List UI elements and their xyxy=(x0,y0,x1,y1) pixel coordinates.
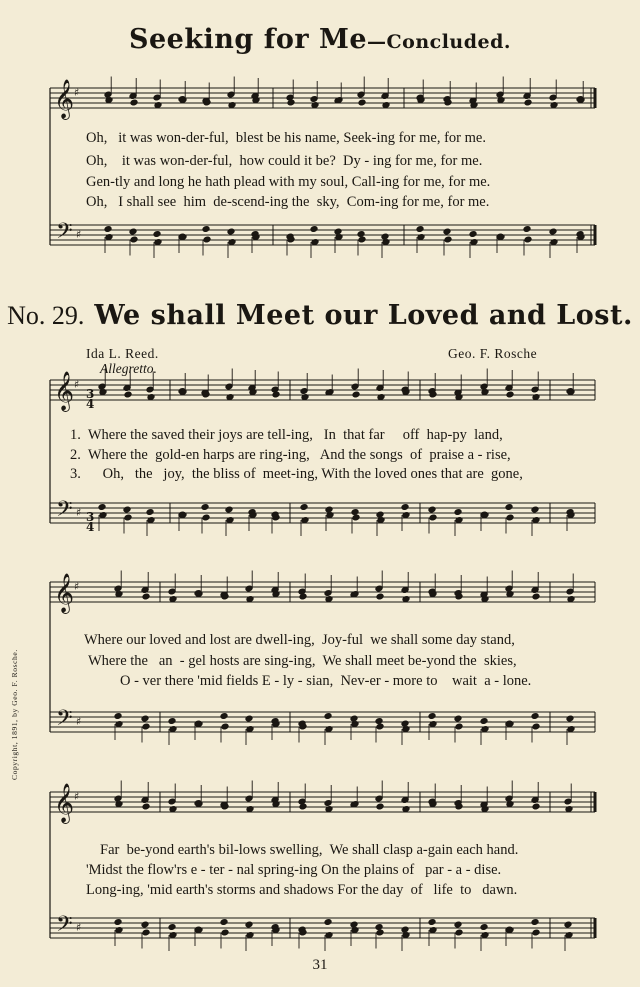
notehead xyxy=(324,590,332,597)
composer-credit: Geo. F. Rosche xyxy=(448,346,538,361)
clef-sign: 𝄞 xyxy=(54,573,75,613)
notehead xyxy=(146,386,154,393)
notehead xyxy=(352,514,360,521)
notehead xyxy=(168,798,176,805)
notehead xyxy=(524,236,532,243)
notehead xyxy=(505,585,513,592)
notehead xyxy=(129,228,137,235)
tempo-marking: Allegretto. xyxy=(100,361,157,376)
notehead xyxy=(245,795,253,802)
key-sharp: ♯ xyxy=(76,228,82,241)
notehead xyxy=(114,919,122,926)
copyright-notice: Copyright, 1891, by Geo. F. Rosche. xyxy=(10,649,19,780)
notehead xyxy=(168,588,176,595)
notehead xyxy=(245,715,253,722)
notehead xyxy=(376,929,384,936)
notehead xyxy=(202,514,210,521)
notehead xyxy=(564,798,572,805)
notehead xyxy=(324,713,332,720)
notehead xyxy=(480,718,488,725)
notehead xyxy=(225,383,233,390)
notehead xyxy=(220,713,228,720)
notehead xyxy=(221,723,229,730)
notehead xyxy=(203,236,211,243)
notehead xyxy=(124,391,132,398)
notehead xyxy=(428,506,436,513)
notehead xyxy=(123,506,131,513)
notehead xyxy=(202,226,210,233)
notehead xyxy=(566,588,574,595)
notehead xyxy=(300,388,308,395)
notehead xyxy=(428,919,436,926)
page-number: 31 xyxy=(312,957,328,973)
notehead xyxy=(141,921,149,928)
notehead xyxy=(480,924,488,931)
notehead xyxy=(376,593,384,600)
notehead xyxy=(310,96,318,103)
notehead xyxy=(245,585,253,592)
notehead xyxy=(566,715,574,722)
key-sharp: ♯ xyxy=(74,378,80,391)
clef-sign: 𝄢 xyxy=(56,912,73,942)
notehead xyxy=(358,99,366,106)
notehead xyxy=(98,504,106,511)
notehead xyxy=(532,803,540,810)
notehead xyxy=(225,506,233,513)
clef-sign: 𝄞 xyxy=(54,371,75,411)
notehead xyxy=(531,506,539,513)
notehead xyxy=(104,91,112,98)
notehead xyxy=(358,236,366,243)
time-signature: 3 xyxy=(86,387,95,401)
notehead xyxy=(142,723,150,730)
verse-line: Oh, it was won-der-ful, blest be his name, Seek-ing for me, for me. xyxy=(86,130,486,146)
clef-sign: 𝄞 xyxy=(54,783,75,823)
hymn-title-continued: Seeking for Me xyxy=(128,24,368,55)
notehead xyxy=(531,919,539,926)
notehead xyxy=(401,720,409,727)
notehead xyxy=(401,504,409,511)
notehead xyxy=(334,228,342,235)
notehead xyxy=(381,233,389,240)
notehead xyxy=(454,715,462,722)
notehead xyxy=(114,585,122,592)
notehead xyxy=(114,713,122,720)
verse-line: Oh, I shall see him de-scend-ing the sky, Com-ing for me, for me. xyxy=(86,194,490,210)
notehead xyxy=(325,506,333,513)
concluded-label: —Concluded. xyxy=(367,31,512,53)
notehead xyxy=(375,795,383,802)
verse-line: 3. Oh, the joy, the bliss of meet-ing, With the loved ones that are gone, xyxy=(70,466,523,482)
notehead xyxy=(114,795,122,802)
notehead xyxy=(454,509,462,516)
verse-line: 1. Where the saved their joys are tell-ing, In that far off hap-py land, xyxy=(70,427,503,443)
clef-sign: 𝄢 xyxy=(56,497,73,527)
verse-line: Long-ing, 'mid earth's storms and shadows For the day of life to dawn. xyxy=(86,882,518,898)
notehead xyxy=(142,803,150,810)
notehead xyxy=(531,386,539,393)
notehead xyxy=(168,718,176,725)
key-sharp: ♯ xyxy=(76,506,82,519)
notehead xyxy=(531,713,539,720)
notehead xyxy=(549,94,557,101)
notehead xyxy=(357,231,365,238)
time-signature: 4 xyxy=(86,520,95,534)
key-sharp: ♯ xyxy=(74,86,80,99)
notehead xyxy=(505,504,513,511)
notehead xyxy=(142,593,150,600)
notehead xyxy=(324,800,332,807)
notehead xyxy=(146,509,154,516)
notehead xyxy=(142,929,150,936)
notehead xyxy=(532,723,540,730)
verse-line: 2. Where the gold-en harps are ring-ing, And the songs of praise a - rise, xyxy=(70,447,511,463)
notehead xyxy=(505,795,513,802)
verse-line: Where the an - gel hosts are sing-ing, We shall meet be-yond the skies, xyxy=(88,653,517,669)
notehead xyxy=(564,921,572,928)
notehead xyxy=(130,236,138,243)
key-sharp: ♯ xyxy=(74,580,80,593)
time-signature: 3 xyxy=(86,510,95,524)
verse-line: 'Midst the flow'rs e - ter - nal spring-ing On the plains of par - a - dise. xyxy=(86,862,502,878)
notehead xyxy=(376,723,384,730)
notehead xyxy=(480,383,488,390)
notehead xyxy=(401,926,409,933)
notehead xyxy=(221,929,229,936)
notehead xyxy=(227,228,235,235)
notehead xyxy=(549,228,557,235)
verse-line: Gen-tly and long he hath plead with my soul, Call-ing for me, for me. xyxy=(86,174,491,190)
verse-line: Oh, it was won-der-ful, how could it be? Dy - ing for me, for me. xyxy=(86,153,483,169)
notehead xyxy=(532,593,540,600)
notehead xyxy=(455,723,463,730)
notehead xyxy=(532,929,540,936)
verse-line: Far be-yond earth's bil-lows swelling, We shall clasp a-gain each hand. xyxy=(100,842,519,858)
notehead xyxy=(454,921,462,928)
key-sharp: ♯ xyxy=(76,715,82,728)
notehead xyxy=(141,715,149,722)
clef-sign: 𝄢 xyxy=(56,706,73,736)
notehead xyxy=(416,226,424,233)
verse-line: O - ver there 'mid fields E - ly - sian, Nev-er - more to wait a - lone. xyxy=(120,673,532,689)
notehead xyxy=(376,803,384,810)
notehead xyxy=(428,713,436,720)
notehead xyxy=(506,391,514,398)
notehead xyxy=(104,226,112,233)
notehead xyxy=(324,919,332,926)
lyricist-credit: Ida L. Reed. xyxy=(86,346,159,361)
verse-line: Where our loved and lost are dwell-ing, Joy-ful we shall some day stand, xyxy=(84,632,515,648)
notehead xyxy=(455,929,463,936)
notehead xyxy=(350,715,358,722)
notehead xyxy=(350,921,358,928)
notehead xyxy=(153,94,161,101)
notehead xyxy=(524,99,532,106)
notehead xyxy=(352,391,360,398)
notehead xyxy=(351,383,359,390)
notehead xyxy=(443,228,451,235)
hymn-title: We shall Meet our Loved and Lost. xyxy=(94,300,633,331)
clef-sign: 𝄢 xyxy=(56,219,73,249)
notehead xyxy=(357,91,365,98)
hymn-number: No. 29. xyxy=(7,301,85,330)
notehead xyxy=(375,585,383,592)
notehead xyxy=(245,921,253,928)
clef-sign: 𝄞 xyxy=(54,79,75,119)
key-sharp: ♯ xyxy=(76,921,82,934)
notehead xyxy=(310,226,318,233)
key-sharp: ♯ xyxy=(74,790,80,803)
notehead xyxy=(98,383,106,390)
notehead xyxy=(227,91,235,98)
notehead xyxy=(469,231,477,238)
notehead xyxy=(375,718,383,725)
notehead xyxy=(351,509,359,516)
notehead xyxy=(496,91,504,98)
notehead xyxy=(130,99,138,106)
notehead xyxy=(506,514,514,521)
notehead xyxy=(153,231,161,238)
notehead xyxy=(376,511,384,518)
notehead xyxy=(201,504,209,511)
notehead xyxy=(429,514,437,521)
notehead xyxy=(168,924,176,931)
notehead xyxy=(444,236,452,243)
notehead xyxy=(300,504,308,511)
notehead xyxy=(375,924,383,931)
time-signature: 4 xyxy=(86,397,95,411)
notehead xyxy=(523,226,531,233)
notehead xyxy=(220,919,228,926)
notehead xyxy=(124,514,132,521)
